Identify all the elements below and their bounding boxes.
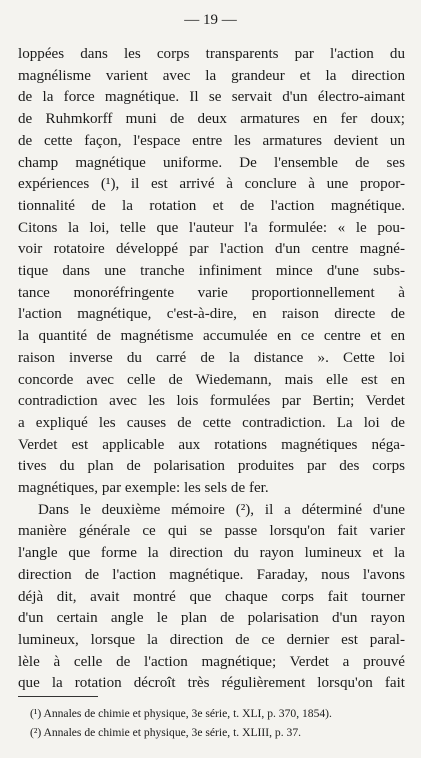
page-number: — 19 — — [184, 12, 237, 28]
paragraph-start-line: Dans le deuxième mémoire (²), il a déterminé d'une — [38, 501, 405, 518]
text-line: Citons la loi, telle que l'auteur l'a formulée: « le pou- — [18, 219, 405, 236]
text-line: déjà dit, avait montré que chaque corps fait tourner — [18, 588, 405, 605]
text-line: lèle à celle de l'action magnétique; Verdet a prouvé — [18, 653, 405, 670]
footnotes — [18, 704, 405, 742]
paragraph-end-line: magnétiques, par exemple: les sels de fer. — [18, 480, 269, 497]
text-line: expériences (¹), il est arrivé à conclure à une propor- — [18, 176, 405, 193]
text-line: raison inverse du carré de la distance ». Cette loi — [18, 349, 405, 366]
text-line: l'action magnétique, c'est-à-dire, en raison directe de — [18, 306, 405, 323]
footnote-2: (²) Annales de chimie et physique, 3e série, t. XLIII, p. 37. — [30, 726, 302, 739]
text-line: tives du plan de polarisation produites par des corps — [18, 458, 405, 475]
text-line: d'un certain angle le plan de polarisation d'un rayon — [18, 610, 405, 627]
text-line: direction de l'action magnétique. Faraday, nous l'avons — [18, 566, 405, 583]
text-line: de Ruhmkorff muni de deux armatures en fer doux; — [18, 111, 405, 128]
text-line: l'angle que forme la direction du rayon lumineux et la — [18, 545, 405, 562]
text-line: de la force magnétique. Il se servait d'un électro-aimant — [18, 89, 405, 106]
text-line: voir rotatoire développé par l'action d'un centre magné- — [18, 241, 405, 258]
text-line: de cette façon, l'espace entre les armatures devient un — [18, 132, 405, 149]
body-text — [18, 44, 405, 695]
text-line: tique dans une tranche infiniment mince d'une subs- — [18, 263, 405, 280]
footnote-1: (¹) Annales de chimie et physique, 3e série, t. XLI, p. 370, 1854). — [30, 707, 332, 720]
text-line: concorde avec celle de Wiedemann, mais elle est en — [18, 371, 405, 388]
text-line: tionnalité de la rotation et de l'action magnétique. — [18, 197, 405, 214]
text-line: Verdet est applicable aux rotations magnétiques néga- — [18, 436, 405, 453]
footnote-divider — [18, 696, 98, 697]
text-line: loppées dans les corps transparents par l'action du — [18, 46, 405, 62]
text-line: manière générale ce qui se passe lorsqu'on fait varier — [18, 523, 405, 540]
text-line: tance monoréfringente varie proportionnellement à — [18, 284, 405, 301]
text-line: a expliqué les causes de cette contradiction. La loi de — [18, 414, 405, 431]
text-line: lumineux, lorsque la direction de ce dernier est paral- — [18, 631, 405, 648]
text-line: champ magnétique uniforme. De l'ensemble de ses — [18, 154, 405, 171]
text-line: la quantité de magnétisme accumulée en ce centre et en — [18, 328, 405, 345]
text-line: contradiction avec les lois formulées par Bertin; Verdet — [18, 393, 405, 410]
text-line: que la rotation décroît très régulièrement lorsqu'on fait — [18, 675, 405, 692]
text-line: magnélisme varient avec la grandeur et la direction — [18, 67, 405, 84]
